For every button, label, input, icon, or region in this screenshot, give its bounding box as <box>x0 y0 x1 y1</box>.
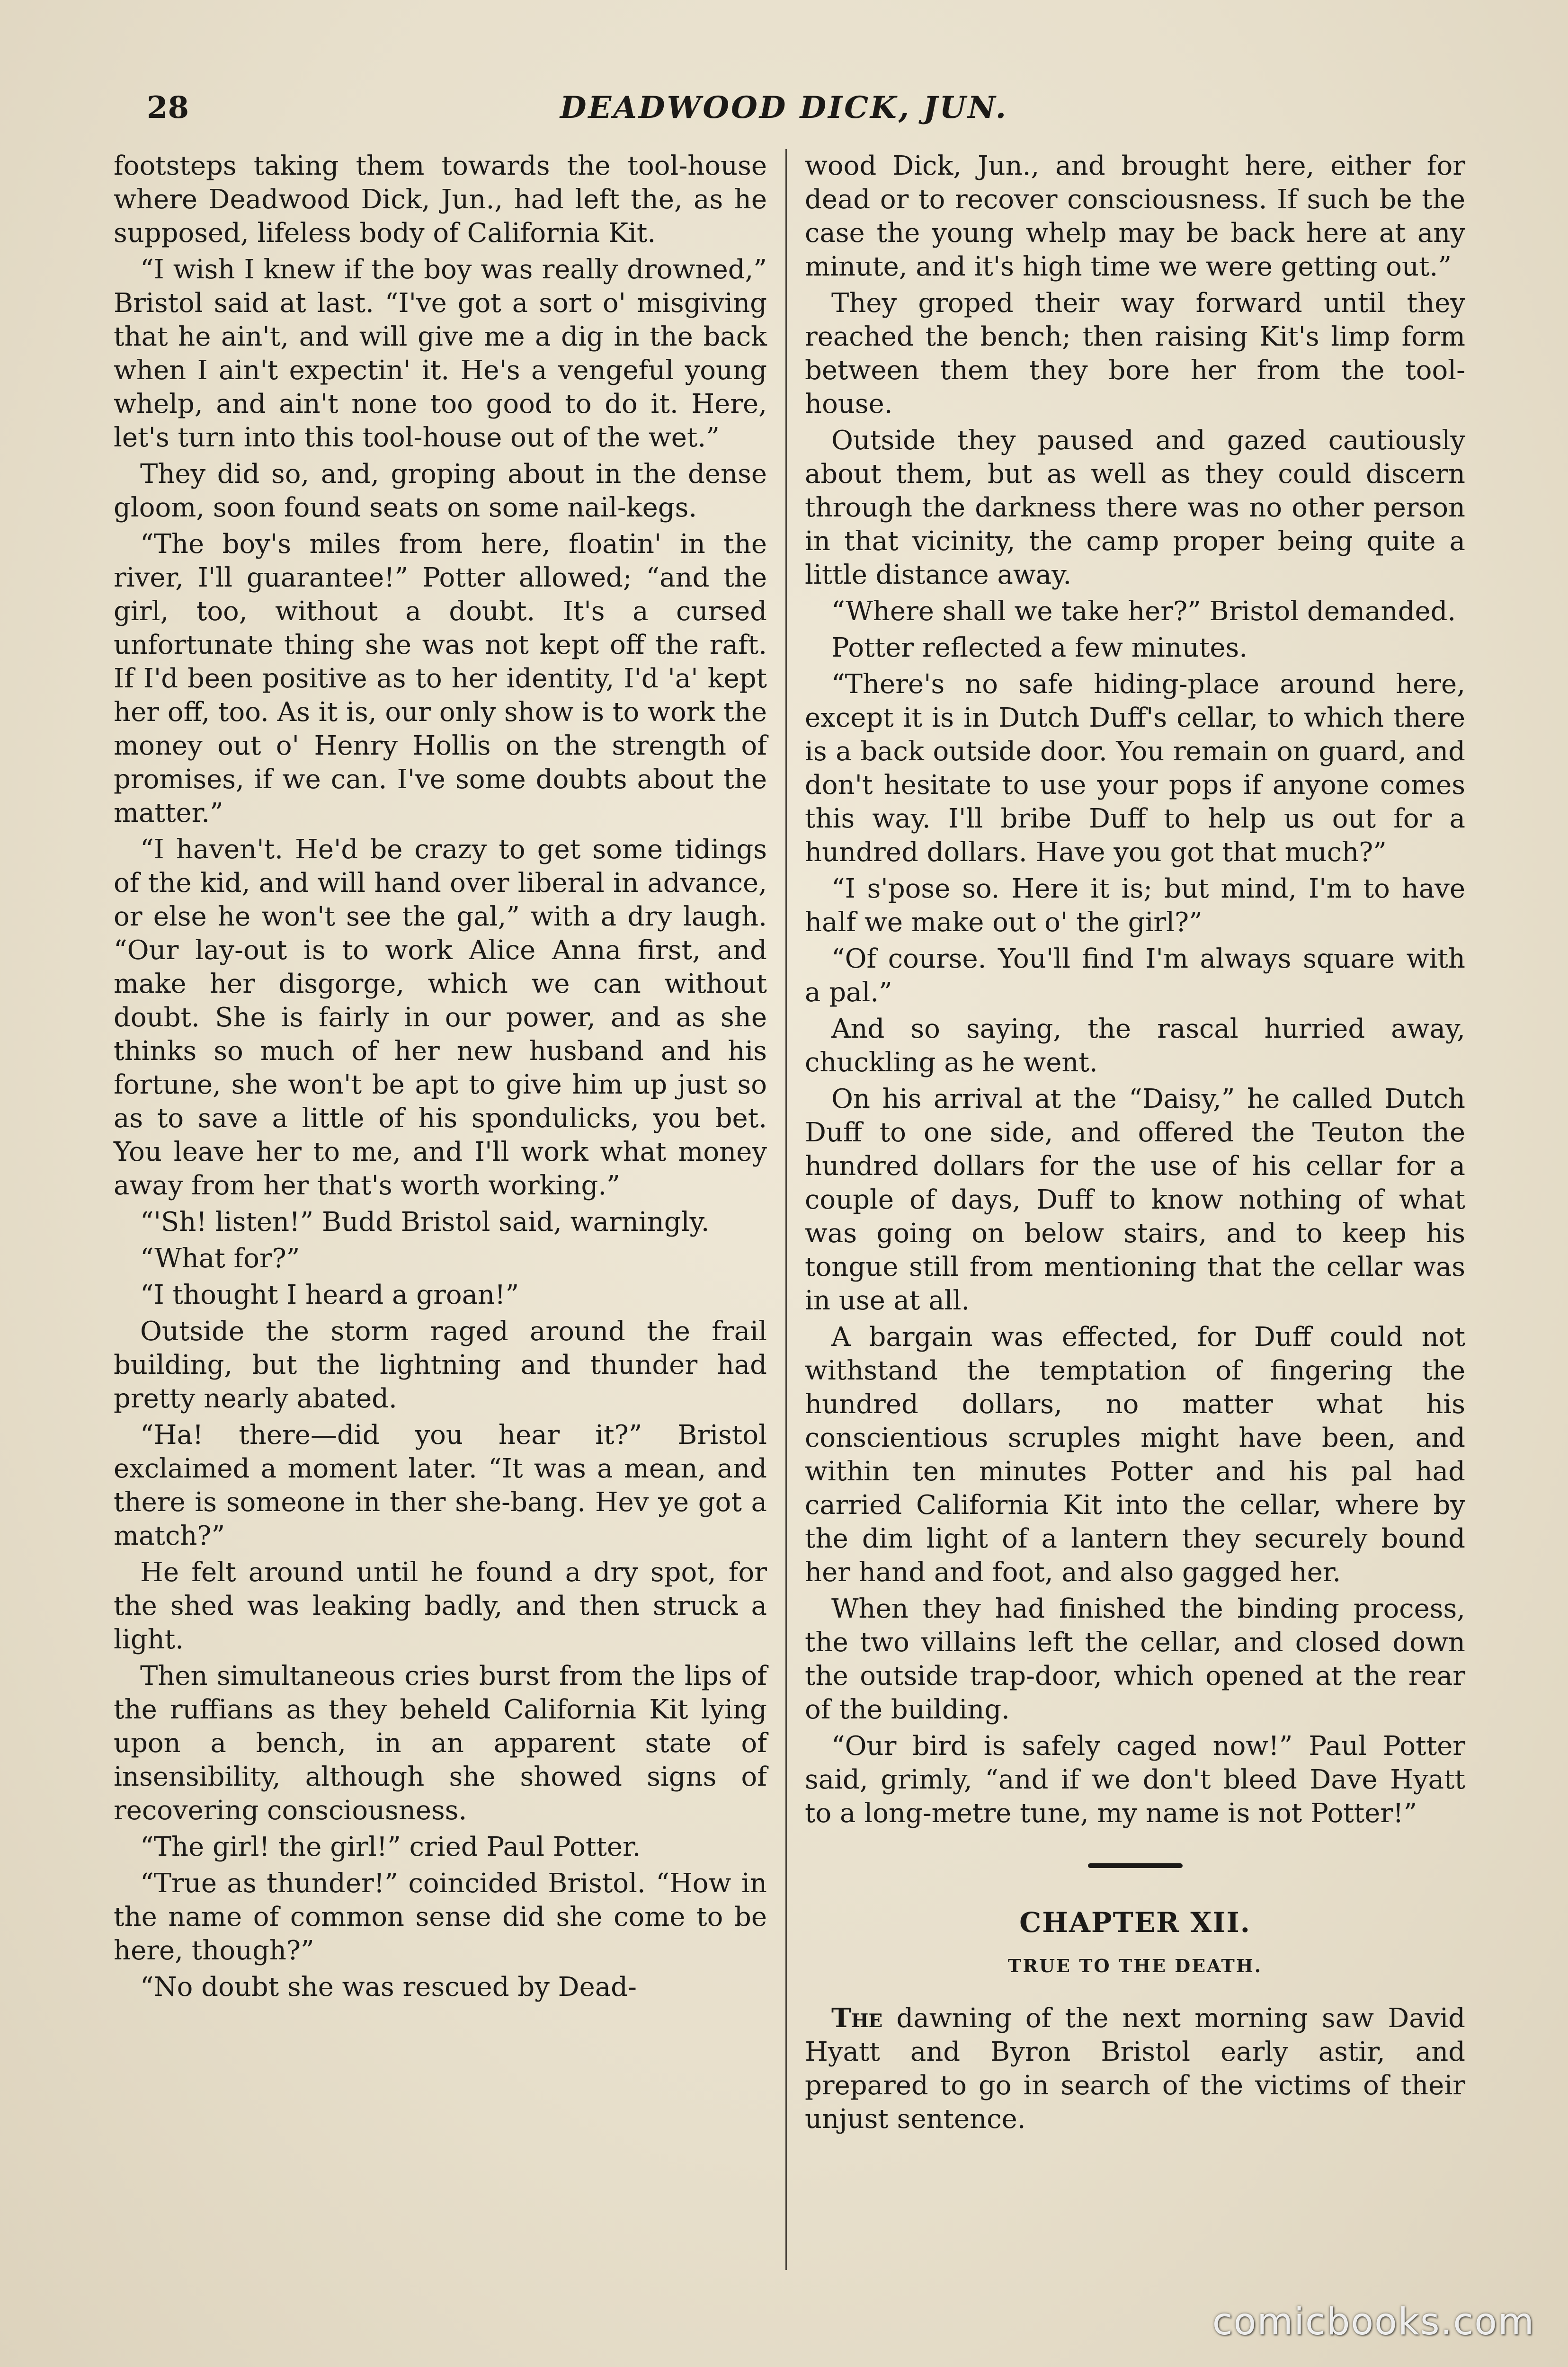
paragraph: Outside the storm raged around the frail building, but the lightning and thunder had pretty nearly abated. <box>114 1316 767 1414</box>
paragraph: “The boy's miles from here, floatin' in the river, I'll guarantee!” Potter allowed; “and the girl, too, without a doubt. It's a cursed unfortunate thing she was not kept off the raft. If I'd been positive as to her identity, I'd 'a' kept her off, too. As it is, our only show is to work the money out o' Henry Hollis on the strength of promises, if we can. I've some doubts about the matter.” <box>114 529 767 828</box>
column-divider <box>785 149 787 2270</box>
page-header <box>114 85 1454 137</box>
paragraph: “Where shall we take her?” Bristol demanded. <box>831 596 1456 627</box>
paragraph: “I thought I heard a groan!” <box>140 1280 519 1310</box>
paragraph: On his arrival at the “Daisy,” he called Dutch Duff to one side, and offered the Teuton the hundred dollars for the use of his cellar for a couple of days, Duff to know nothing of what was going on below stairs, and to keep his tongue still from mentioning that the cellar was in use at all. <box>805 1084 1465 1316</box>
paragraph: “Our bird is safely caged now!” Paul Potter said, grimly, “and if we don't bleed Dave Hyatt to a long-metre tune, my name is not Potter!” <box>805 1731 1465 1829</box>
paragraph: When they had finished the binding process, the two villains left the cellar, and closed down the outside trap-door, which opened at the rear of the building. <box>805 1593 1465 1725</box>
page-number: 28 <box>147 90 189 125</box>
paragraph: “True as thunder!” coincided Bristol. “How in the name of common sense did she come to be here, though?” <box>114 1868 767 1966</box>
paragraph: wood Dick, Jun., and brought here, either for dead or to recover consciousness. If such be the case the young whelp may be back here at any minute, and it's high time we were getting out.” <box>805 151 1465 282</box>
paragraph: They groped their way forward until they reached the bench; then raising Kit's limp form between them they bore her from the tool-house. <box>805 288 1465 419</box>
paragraph: “No doubt she was rescued by Dead- <box>140 1972 637 2002</box>
paragraph: They did so, and, groping about in the dense gloom, soon found seats on some nail-kegs. <box>114 459 767 523</box>
paragraph: Potter reflected a few minutes. <box>831 632 1248 663</box>
paragraph: Then simultaneous cries burst from the lips of the ruffians as they beheld California Kit lying upon a bench, in an apparent state of insensibility, although she showed signs of recovering consciousness. <box>114 1661 767 1826</box>
paragraph: “The girl! the girl!” cried Paul Potter. <box>140 1832 641 1862</box>
paragraph: He felt around until he found a dry spot, for the shed was leaking badly, and then struck a light. <box>114 1557 767 1655</box>
opening-text: dawning of the next morning saw David Hyatt and Byron Bristol early astir, and prepared to go in search of the victims of their unjust sentence. <box>805 2003 1465 2135</box>
running-head: DEADWOOD DICK, JUN. <box>560 90 1008 125</box>
paragraph: A bargain was effected, for Duff could not withstand the temptation of fingering the hundred dollars, no matter what his conscientious scruples might have been, and within ten minutes Potter and his pal had carried California Kit into the cellar, where by the dim light of a lantern they securely bound her hand and foot, and also gagged her. <box>805 1322 1465 1588</box>
section-divider <box>1088 1863 1183 1868</box>
opening-word: The <box>831 2002 883 2034</box>
paragraph: And so saying, the rascal hurried away, chuckling as he went. <box>805 1014 1465 1078</box>
left-column <box>114 149 767 2253</box>
chapter-opening-paragraph <box>805 2002 1465 2136</box>
watermark: comicbooks.com <box>1212 2301 1535 2343</box>
right-column <box>805 149 1465 2253</box>
paragraph: “I haven't. He'd be crazy to get some tidings of the kid, and will hand over liberal in advance, or else he won't see the gal,” with a dry laugh. “Our lay-out is to work Alice Anna first, and make her disgorge, which we can without doubt. She is fairly in our power, and as she thinks so much of her new husband and his fortune, she won't be apt to give him up just so as to save a little of his spondulicks, you bet. You leave her to me, and I'll work what money away from her that's worth working.” <box>114 834 767 1201</box>
paragraph: “'Sh! listen!” Budd Bristol said, warningly. <box>140 1207 710 1237</box>
paragraph: footsteps taking them towards the tool-house where Deadwood Dick, Jun., had left the, as he supposed, lifeless body of California Kit. <box>114 151 767 249</box>
paragraph: Outside they paused and gazed cautiously about them, but as well as they could discern through the darkness there was no other person in that vicinity, the camp proper being quite a little distance away. <box>805 425 1465 590</box>
chapter-title: CHAPTER XII. <box>1019 1906 1251 1939</box>
paragraph: “I wish I knew if the boy was really drowned,” Bristol said at last. “I've got a sort o' misgiving that he ain't, and will give me a dig in the back when I ain't expectin' it. He's a vengeful young whelp, and ain't none too good to do it. Here, let's turn into this tool-house out of the wet.” <box>114 254 767 453</box>
paragraph: “There's no safe hiding-place around here, except it is in Dutch Duff's cellar, to which there is a back outside door. You remain on guard, and don't hesitate to use your pops if anyone comes this way. I'll bribe Duff to help us out for a hundred dollars. Have you got that much?” <box>805 669 1465 868</box>
paragraph: “I s'pose so. Here it is; but mind, I'm to have half we make out o' the girl?” <box>805 873 1465 938</box>
paragraph: “Ha! there—did you hear it?” Bristol exclaimed a moment later. “It was a mean, and there is someone in ther she-bang. Hev ye got a match?” <box>114 1420 767 1551</box>
chapter-subtitle: TRUE TO THE DEATH. <box>1008 1955 1262 1976</box>
paragraph: “Of course. You'll find I'm always square with a pal.” <box>805 943 1465 1008</box>
paragraph: “What for?” <box>140 1243 300 1274</box>
